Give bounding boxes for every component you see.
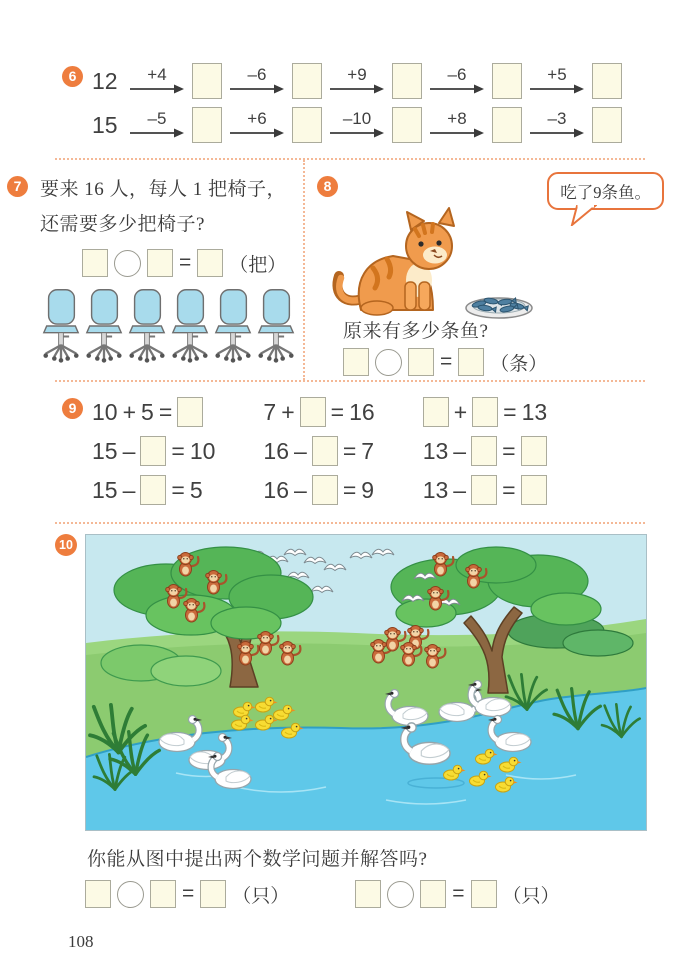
exercise-8-question: 原来有多少条鱼?	[343, 321, 489, 342]
answer-box[interactable]	[343, 348, 369, 376]
equation-token: 15	[92, 476, 118, 503]
cat-icon	[337, 208, 454, 315]
chair-icon	[126, 287, 168, 365]
answer-box[interactable]	[300, 397, 326, 427]
operation-label: –3	[547, 109, 567, 128]
exercise-10-answers	[85, 880, 680, 908]
chain-start-number: 15	[92, 111, 118, 138]
operation-arrow	[329, 111, 385, 139]
operation-label: –10	[342, 109, 372, 128]
equation-token: =	[342, 437, 357, 464]
exercise-7	[0, 160, 305, 380]
operation-arrow	[429, 67, 485, 95]
equation-token: –	[294, 476, 307, 503]
exercise-10-answer-equation-1	[85, 880, 289, 908]
arrow-icon	[230, 83, 284, 95]
equation-token: 15	[92, 437, 118, 464]
operation-arrow	[529, 111, 585, 139]
chair-icon	[255, 287, 297, 365]
answer-box[interactable]	[140, 436, 166, 466]
operation-arrow	[229, 111, 285, 139]
answer-box[interactable]	[292, 107, 322, 143]
equation-token: 10	[92, 398, 118, 425]
answer-box[interactable]	[292, 63, 322, 99]
equation-token: 5	[189, 476, 203, 503]
equation-token: 16	[349, 398, 375, 425]
equation-token: –	[294, 437, 307, 464]
equation-token: +	[281, 398, 295, 425]
equation-token: +	[122, 398, 137, 425]
answer-box[interactable]	[472, 397, 498, 427]
equation-token: =	[502, 437, 516, 464]
arrow-icon	[130, 127, 184, 139]
answer-box[interactable]	[592, 63, 622, 99]
answer-box[interactable]	[392, 107, 422, 143]
operation-label: +6	[247, 109, 267, 128]
exercise-9-badge: 9	[62, 398, 83, 419]
operation-arrow	[129, 111, 185, 139]
exercise-6-badge: 6	[62, 66, 83, 87]
equation-token: 7	[361, 437, 375, 464]
chair-icon	[40, 287, 82, 365]
exercise-7-question-line1: 要来 16 人，每人 1 把椅子，	[40, 179, 287, 200]
answer-box[interactable]	[85, 880, 111, 908]
answer-box[interactable]	[392, 63, 422, 99]
answer-box[interactable]	[140, 475, 166, 505]
equals-sign: =	[452, 882, 465, 905]
equation-token: –	[453, 437, 467, 464]
answer-box[interactable]	[147, 249, 173, 277]
equation-token: =	[171, 437, 185, 464]
answer-box[interactable]	[521, 436, 547, 466]
arrow-icon	[230, 127, 284, 139]
answer-box[interactable]	[355, 880, 381, 908]
equation	[92, 396, 215, 428]
exercise-10-question: 你能从图中提出两个数学问题并解答吗?	[87, 849, 428, 870]
answer-box[interactable]	[197, 249, 223, 277]
answer-box[interactable]	[521, 475, 547, 505]
equation-token: 13	[422, 437, 449, 464]
arrow-icon	[430, 83, 484, 95]
exercise-8-badge: 8	[317, 176, 338, 197]
equation	[92, 474, 215, 506]
arrow-icon	[130, 83, 184, 95]
equation-token: –	[122, 437, 136, 464]
operation-label: –6	[447, 65, 467, 84]
operation-label: +9	[347, 65, 367, 84]
operation-label: +8	[447, 109, 467, 128]
operation-label: –5	[147, 109, 167, 128]
equation-token: =	[158, 398, 173, 425]
answer-box[interactable]	[471, 880, 497, 908]
equation-token: +	[453, 398, 468, 425]
chair-icon	[212, 287, 254, 365]
exercise-9	[0, 382, 680, 522]
operator-circle[interactable]	[375, 349, 402, 376]
answer-box[interactable]	[492, 63, 522, 99]
answer-box[interactable]	[150, 880, 176, 908]
exercise-7-answer-equation	[82, 249, 303, 277]
equals-sign: =	[179, 251, 192, 274]
unit-label: （只）	[502, 885, 560, 907]
answer-box[interactable]	[192, 63, 222, 99]
equation	[423, 435, 547, 467]
answer-box[interactable]	[408, 348, 434, 376]
unit-label: （只）	[232, 885, 290, 907]
answer-box[interactable]	[312, 475, 338, 505]
operator-circle[interactable]	[114, 250, 141, 277]
answer-box[interactable]	[312, 436, 338, 466]
equation-token: =	[330, 398, 345, 425]
arrow-icon	[330, 127, 384, 139]
exercise-8	[305, 160, 680, 380]
equation-token: 16	[263, 437, 290, 464]
equation-token: 16	[263, 476, 290, 503]
equals-sign: =	[440, 350, 453, 373]
operation-label: +4	[147, 65, 167, 84]
arrow-icon	[530, 127, 584, 139]
ex9-equation-grid	[92, 396, 645, 506]
equation-token: =	[503, 398, 517, 425]
arrow-icon	[430, 127, 484, 139]
equation-token: 13	[521, 398, 548, 425]
ex6-chains	[92, 60, 680, 146]
exercise-10	[0, 524, 680, 908]
exercise-10-badge: 10	[55, 534, 77, 556]
exercise-10-answer-equation-2	[355, 880, 559, 908]
operation-arrow	[529, 67, 585, 95]
pond-scene-illustration	[85, 534, 647, 831]
equation	[263, 435, 374, 467]
equation-token: –	[122, 476, 136, 503]
speech-bubble	[547, 172, 664, 210]
equation-token: 5	[141, 398, 154, 425]
operation-arrow	[329, 67, 385, 95]
number-chain	[92, 104, 680, 146]
operator-circle[interactable]	[117, 881, 144, 908]
answer-box[interactable]	[82, 249, 108, 277]
answer-box[interactable]	[200, 880, 226, 908]
answer-box[interactable]	[471, 475, 497, 505]
operation-arrow	[129, 67, 185, 95]
unit-label: （条）	[490, 353, 548, 375]
equation	[263, 396, 374, 428]
equation-token: 10	[189, 437, 216, 464]
speech-bubble-text: 吃了9条鱼。	[560, 183, 651, 202]
operation-label: +5	[547, 65, 567, 84]
answer-box[interactable]	[192, 107, 222, 143]
exercise-7-question-line2: 还需要多少把椅子?	[40, 214, 205, 235]
equation-token: –	[453, 476, 467, 503]
answer-box[interactable]	[458, 348, 484, 376]
answer-box[interactable]	[177, 397, 203, 427]
operation-arrow	[229, 67, 285, 95]
number-chain	[92, 60, 680, 102]
exercise-6	[0, 0, 680, 158]
answer-box[interactable]	[592, 107, 622, 143]
answer-box[interactable]	[471, 436, 497, 466]
unit-label: （把）	[229, 254, 287, 276]
chair-icon	[169, 287, 211, 365]
equation-token: =	[342, 476, 357, 503]
exercise-8-answer-equation	[343, 348, 547, 376]
operation-label: –6	[247, 65, 267, 84]
equation	[423, 396, 547, 428]
equation	[423, 474, 547, 506]
page-number: 108	[68, 932, 94, 951]
equals-sign: =	[182, 882, 195, 905]
cat-and-fish-illustration	[327, 206, 542, 324]
equation	[263, 474, 374, 506]
chair-icon	[83, 287, 125, 365]
arrow-icon	[530, 83, 584, 95]
equation	[92, 435, 215, 467]
answer-box[interactable]	[492, 107, 522, 143]
chain-start-number: 12	[92, 67, 118, 94]
equation-token: 13	[422, 476, 449, 503]
equation-token: =	[171, 476, 185, 503]
exercise-7-badge: 7	[7, 176, 28, 197]
equation-token: =	[502, 476, 516, 503]
arrow-icon	[330, 83, 384, 95]
equation-token: 7	[263, 398, 277, 425]
answer-box[interactable]	[423, 397, 449, 427]
equation-token: 9	[361, 476, 375, 503]
operation-arrow	[429, 111, 485, 139]
operator-circle[interactable]	[387, 881, 414, 908]
answer-box[interactable]	[420, 880, 446, 908]
chair-row	[40, 287, 303, 365]
speech-bubble-tail	[569, 204, 597, 226]
fish-plate-icon	[466, 297, 532, 318]
